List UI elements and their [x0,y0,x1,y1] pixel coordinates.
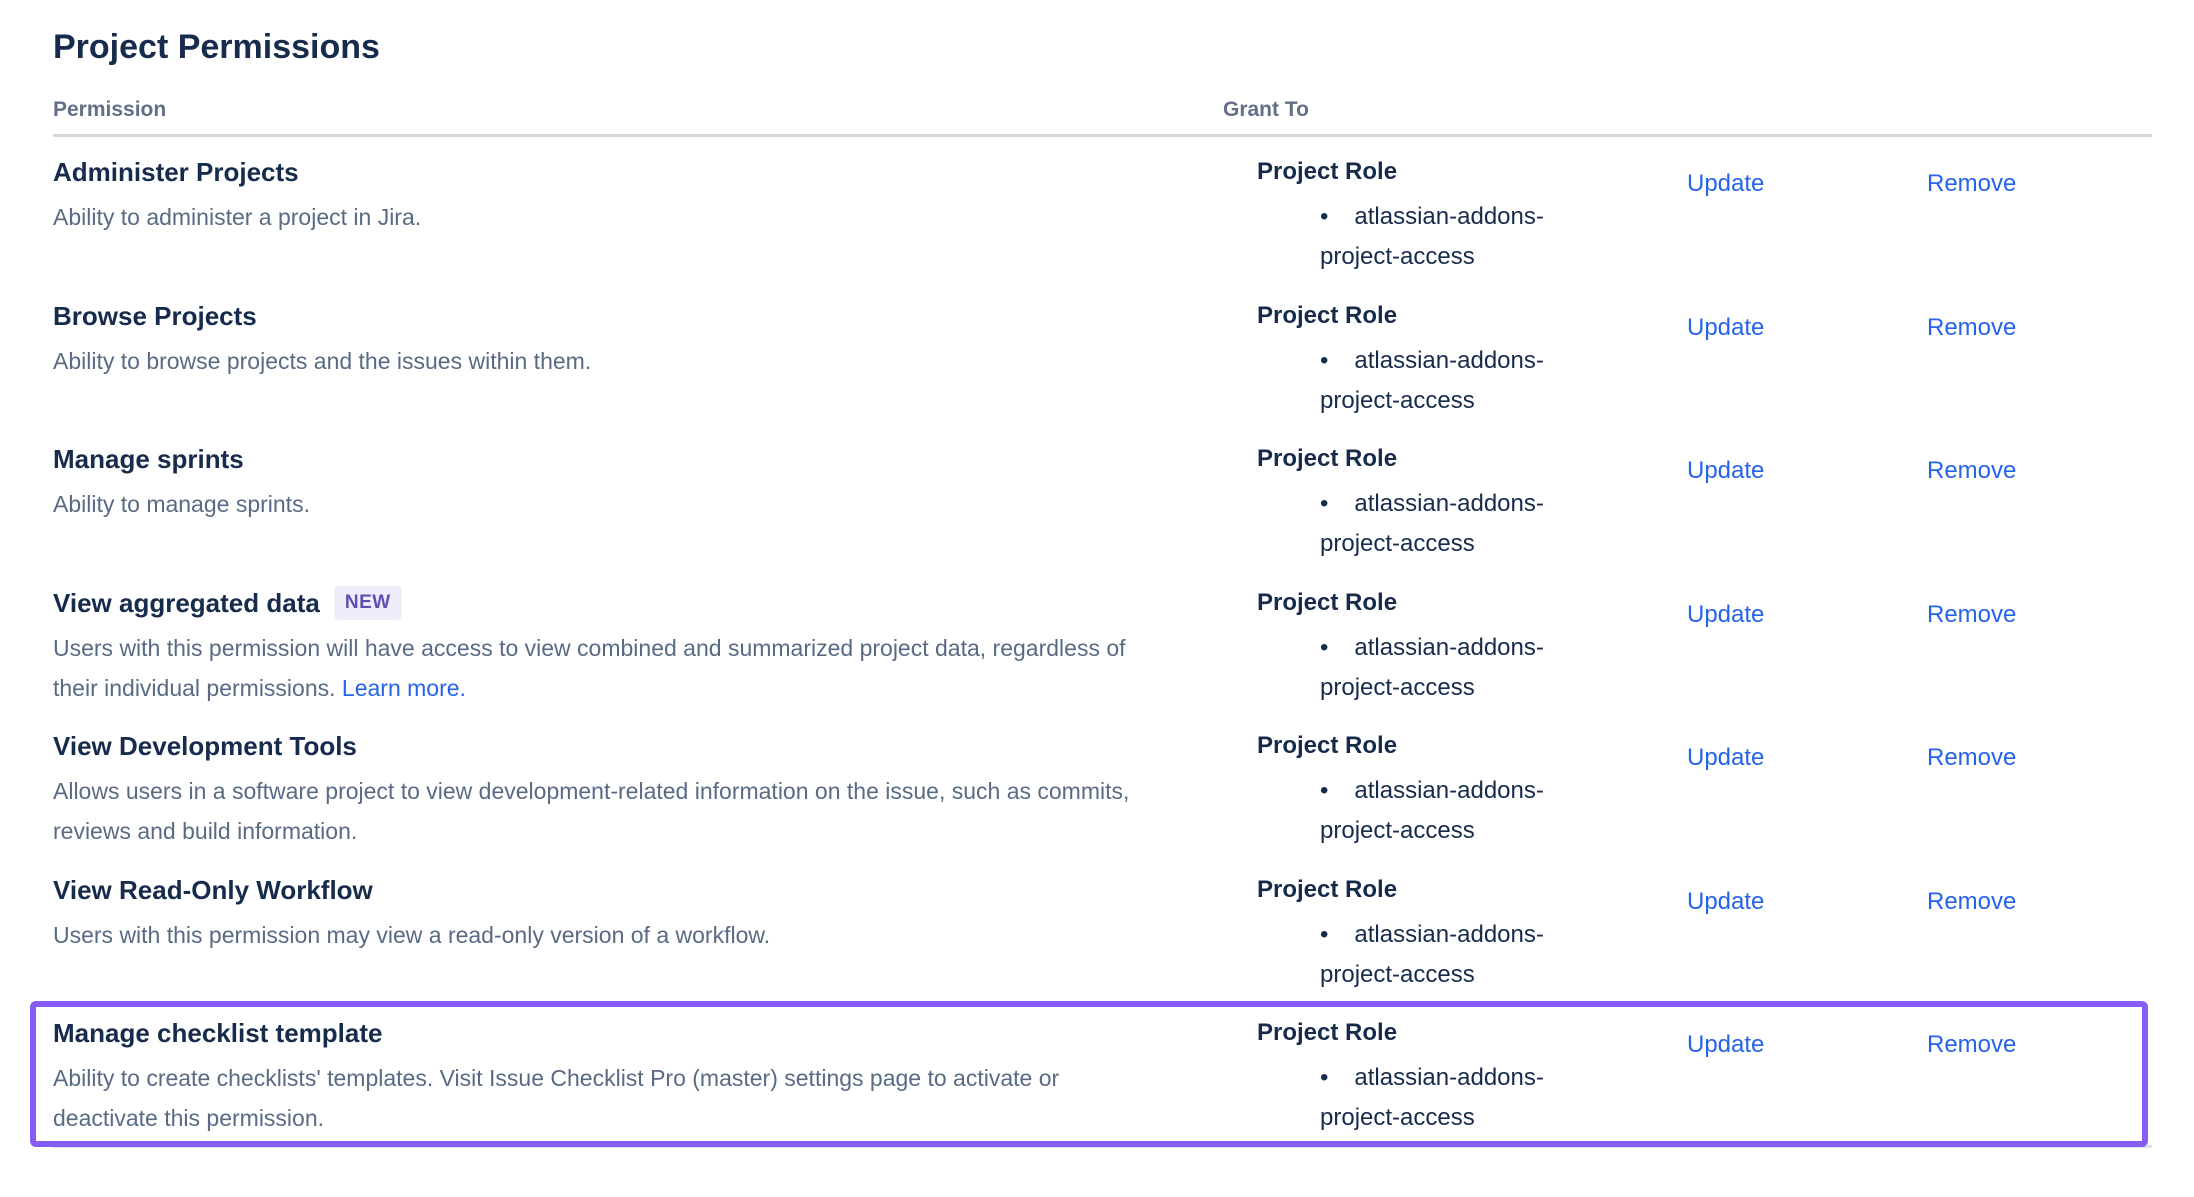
grant-role-list [1223,197,1600,277]
grant-to-cell [1223,855,1687,999]
grant-role-list [1223,771,1600,851]
grant-role-item: • atlassian-addons-project-access [1320,771,1600,851]
permission-name: Manage sprints [53,444,244,474]
permission-cell [53,998,1223,1145]
permission-cell [53,424,1223,568]
grant-role-list [1223,341,1600,421]
page-title: Project Permissions [53,28,380,66]
permission-cell [53,137,1223,281]
permission-cell [53,855,1223,999]
permission-name: View Development Tools [53,731,357,761]
update-link[interactable]: Update [1687,170,1765,197]
permission-description [53,628,1158,708]
grant-role-list [1223,484,1600,564]
permission-description [53,915,1158,955]
grant-type-label: Project Role [1257,158,1398,185]
grant-role-item: • atlassian-addons-project-access [1320,197,1600,277]
remove-link[interactable]: Remove [1927,170,2017,197]
permission-cell [53,568,1223,712]
permission-row [53,711,2152,855]
permission-name: View aggregated data [53,587,320,618]
update-link[interactable]: Update [1687,887,1765,915]
permission-description [53,197,1158,237]
update-link[interactable]: Update [1687,457,1765,484]
new-badge: NEW [334,586,402,620]
permission-cell [53,281,1223,425]
grant-type-label: Project Role [1257,445,1398,472]
permissions-table-body [53,137,2152,1148]
remove-link[interactable]: Remove [1927,1031,2017,1058]
permission-title-line [53,299,1223,333]
permission-description [53,771,1158,851]
grant-to-cell [1223,137,1687,281]
grant-type-label: Project Role [1257,732,1398,759]
permission-description-text: Ability to manage sprints. [53,491,310,517]
permission-row [53,424,2152,568]
update-cell [1687,998,1927,1145]
grant-to-cell [1223,568,1687,712]
update-cell [1687,711,1927,855]
remove-cell [1927,998,2152,1145]
permission-description [53,1058,1158,1138]
update-cell [1687,281,1927,425]
remove-cell [1927,424,2152,568]
table-header [53,96,2152,137]
permission-name: Browse Projects [53,300,257,331]
permission-description-text: Users with this permission will have access to view combined and summarized project data, regardless of their individual permissions. [53,634,1126,701]
grant-to-cell [1223,281,1687,425]
update-link[interactable]: Update [1687,313,1765,341]
grant-type-label: Project Role [1257,588,1398,616]
permission-name: Administer Projects [53,157,299,187]
update-link[interactable]: Update [1687,744,1765,771]
permission-row [53,137,2152,281]
column-header-grant-to: Grant To [1223,98,1309,121]
permission-description [53,484,1158,524]
grant-role-item: • atlassian-addons-project-access [1320,628,1600,708]
grant-to-cell [1223,424,1687,568]
update-link[interactable]: Update [1687,600,1765,628]
permission-description-text: Ability to create checklists' templates. Visit Issue Checklist Pro (master) settings page to activate or deactivate this permission. [53,1065,1060,1131]
remove-link[interactable]: Remove [1927,744,2017,771]
grant-type-label: Project Role [1257,1019,1398,1046]
permission-row [53,568,2152,712]
update-cell [1687,424,1927,568]
column-header-permission: Permission [53,98,167,121]
grant-role-item: • atlassian-addons-project-access [1320,915,1600,995]
permission-title-line [53,155,1223,189]
permission-description-text: Ability to administer a project in Jira. [53,204,422,230]
remove-link[interactable]: Remove [1927,600,2017,628]
permission-name: View Read-Only Workflow [53,874,373,905]
grant-to-cell [1223,998,1687,1145]
permission-row [53,855,2152,999]
remove-link[interactable]: Remove [1927,313,2017,341]
remove-cell [1927,711,2152,855]
permission-title-line [53,586,1223,620]
learn-more-link[interactable]: Learn more. [341,674,466,701]
remove-cell [1927,281,2152,425]
update-cell [1687,568,1927,712]
permission-row [53,998,2152,1148]
remove-cell [1927,568,2152,712]
remove-link[interactable]: Remove [1927,887,2017,915]
update-cell [1687,855,1927,999]
permission-cell [53,711,1223,855]
grant-role-item: • atlassian-addons-project-access [1320,341,1600,421]
grant-role-list [1223,628,1600,708]
permission-name: Manage checklist template [53,1018,383,1048]
update-link[interactable]: Update [1687,1031,1765,1058]
remove-cell [1927,855,2152,999]
permission-title-line [53,1016,1223,1050]
column-header-empty-remove [1927,96,2152,124]
grant-role-list [1223,1058,1600,1138]
permission-description-text: Allows users in a software project to view development-related information on the issue, such as commits, reviews and build information. [53,778,1130,844]
permission-row [53,281,2152,425]
remove-cell [1927,137,2152,281]
update-cell [1687,137,1927,281]
remove-link[interactable]: Remove [1927,457,2017,484]
permission-title-line [53,729,1223,763]
permission-description-text: Ability to browse projects and the issues within them. [53,347,592,374]
grant-role-item: • atlassian-addons-project-access [1320,484,1600,564]
permission-description-text: Users with this permission may view a read-only version of a workflow. [53,921,771,948]
grant-type-label: Project Role [1257,875,1398,903]
permission-title-line [53,873,1223,907]
permission-description [53,341,1158,381]
grant-role-item: • atlassian-addons-project-access [1320,1058,1600,1138]
permission-title-line [53,442,1223,476]
grant-role-list [1223,915,1600,995]
grant-to-cell [1223,711,1687,855]
grant-type-label: Project Role [1257,301,1398,329]
column-header-empty-update [1687,96,1927,124]
